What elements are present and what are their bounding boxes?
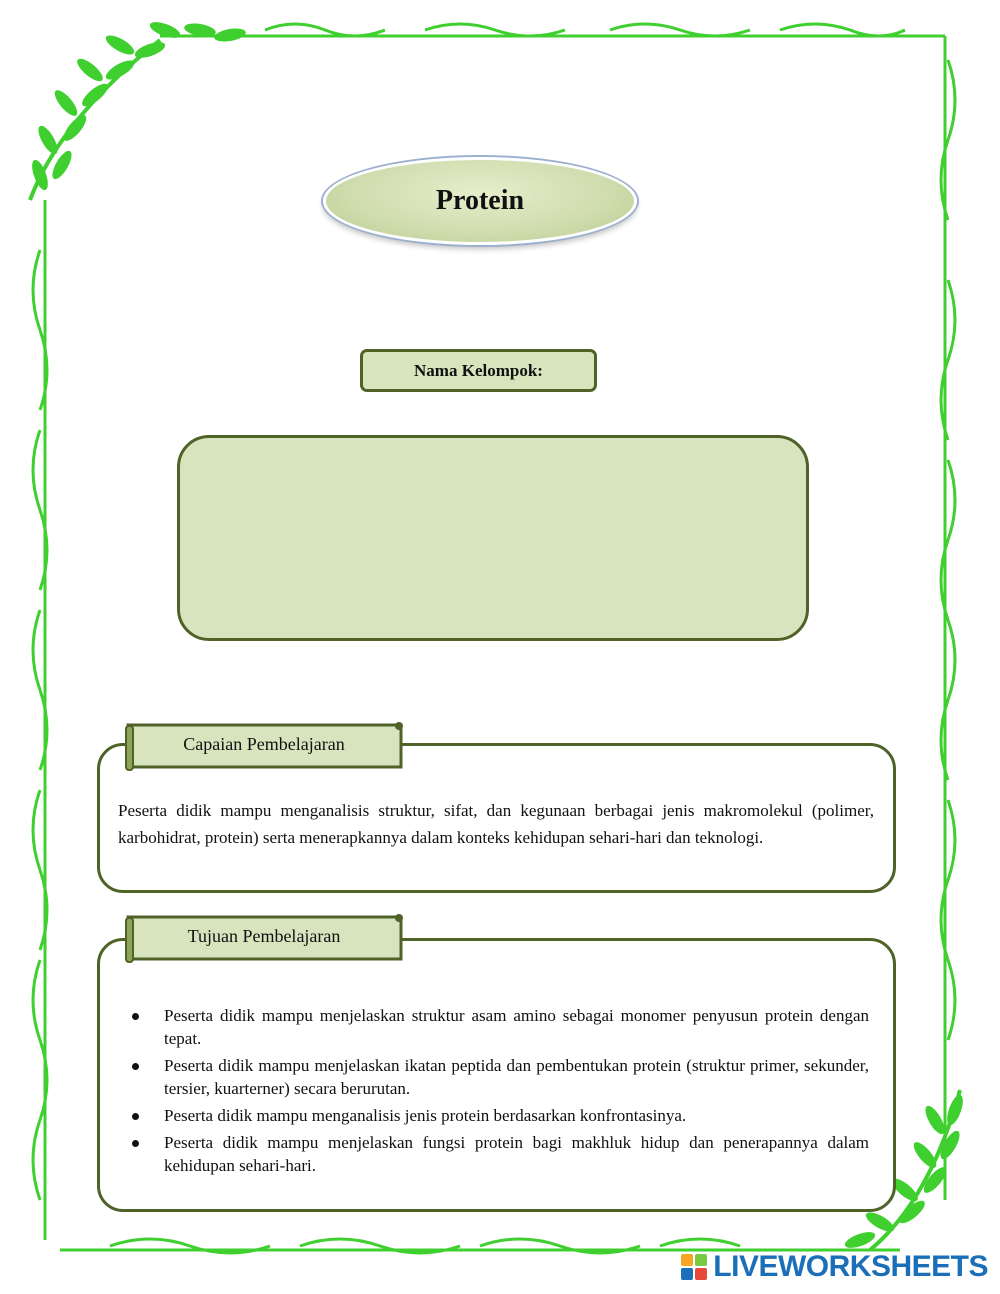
- list-item: Peserta didik mampu menjelaskan fungsi protein bagi makhluk hidup dan penerapannya dalam kehidupan sehari-hari.: [126, 1131, 869, 1177]
- liveworksheets-wordmark: LIVEWORKSHEETS: [713, 1250, 988, 1283]
- list-item: Peserta didik mampu menjelaskan ikatan peptida dan pembentukan protein (struktur primer, sekunder, tersier, kuarterner) secara berurutan.: [126, 1054, 869, 1100]
- group-name-input-area[interactable]: [177, 435, 809, 641]
- tujuan-list: [126, 1004, 869, 1177]
- capaian-heading: Capaian Pembelajaran: [183, 733, 345, 754]
- capaian-heading-banner: [125, 722, 403, 766]
- bullet-icon: [132, 1113, 139, 1120]
- bullet-icon: [132, 1140, 139, 1147]
- tujuan-heading: Tujuan Pembelajaran: [187, 925, 341, 946]
- tujuan-heading-banner: [125, 914, 403, 958]
- capaian-text: Peserta didik mampu menganalisis struktur, sifat, dan kegunaan berbagai jenis makromolekul (polimer, karbohidrat, protein) serta menerapkannya dalam konteks kehidupan sehari-hari dan teknologi.: [118, 801, 874, 847]
- tujuan-list-container: [126, 1004, 869, 1181]
- liveworksheets-logo-icon: [681, 1254, 707, 1280]
- group-name-label: Nama Kelompok:: [360, 349, 597, 392]
- list-item: Peserta didik mampu menjelaskan struktur asam amino sebagai monomer penyusun protein dengan tepat.: [126, 1004, 869, 1050]
- list-item: Peserta didik mampu menganalisis jenis protein berdasarkan konfrontasinya.: [126, 1104, 869, 1127]
- page-title: Protein: [435, 185, 525, 216]
- liveworksheets-logo: [681, 1250, 988, 1284]
- title-banner: [323, 157, 637, 245]
- bullet-icon: [132, 1013, 139, 1020]
- bullet-icon: [132, 1063, 139, 1070]
